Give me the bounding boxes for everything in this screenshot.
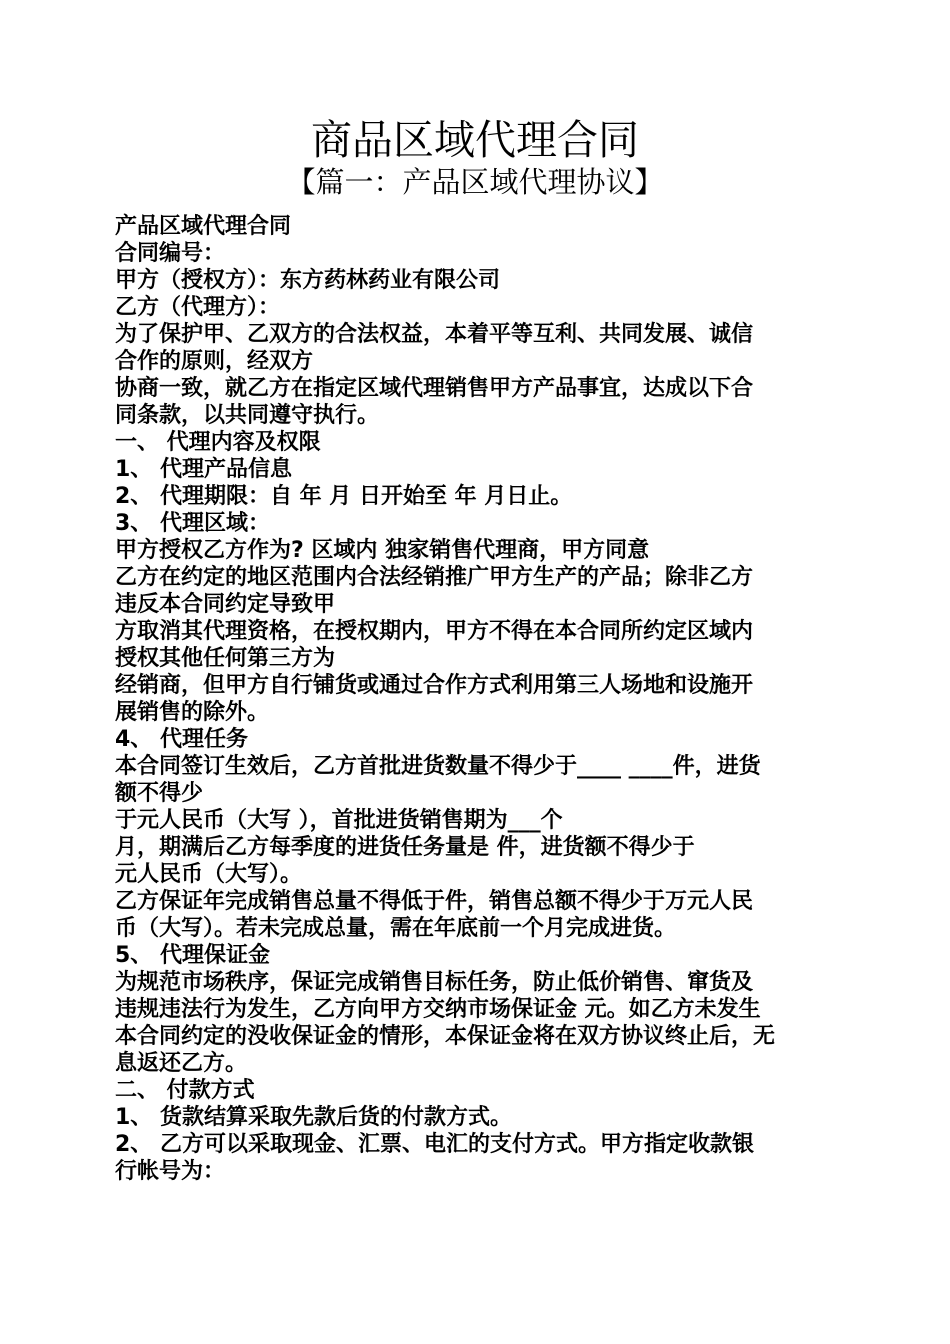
body-line: 元人民币（大写）。: [115, 862, 303, 887]
body-line: 5、 代理保证金: [115, 943, 270, 968]
body-line: 行帐号为：: [115, 1159, 226, 1184]
body-line: 月，期满后乙方每季度的进货任务量是 件，进货额不得少于: [115, 835, 695, 860]
body-line: 乙方（代理方）：: [115, 295, 281, 320]
body-line: 授权其他任何第三方为: [115, 646, 336, 671]
body-line: 甲方授权乙方作为? 区域内 独家销售代理商，甲方同意: [115, 538, 650, 563]
body-line: 3、 代理区域：: [115, 511, 270, 536]
body-line: 经销商，但甲方自行铺货或通过合作方式利用第三人场地和设施开: [115, 673, 754, 698]
document-body: [115, 213, 845, 1185]
body-line: 为规范市场秩序，保证完成销售目标任务，防止低价销售、窜货及: [115, 970, 754, 995]
body-line: 违规违法行为发生，乙方向甲方交纳市场保证金 元。如乙方未发生: [115, 997, 761, 1022]
body-line: 本合同约定的没收保证金的情形，本保证金将在双方协议终止后，无: [115, 1024, 776, 1049]
body-line: 币（大写）。若未完成总量，需在年底前一个月完成进货。: [115, 916, 677, 941]
body-line: 展销售的除外。: [115, 700, 270, 725]
body-line: 1、 货款结算采取先款后货的付款方式。: [115, 1105, 512, 1130]
section-heading: 一、 代理内容及权限: [115, 430, 321, 455]
body-line: 2、 代理期限：自 年 月 日开始至 年 月日止。: [115, 484, 573, 509]
document-title: 商品区域代理合同: [311, 116, 639, 164]
body-line: 合同编号：: [115, 241, 226, 266]
body-line: 于元人民币（大写 ），首批进货销售期为___个: [115, 808, 563, 833]
section-heading: 二、 付款方式: [115, 1078, 255, 1103]
body-line: 为了保护甲、乙双方的合法权益，本着平等互利、共同发展、诚信: [115, 322, 754, 347]
body-line: 2、 乙方可以采取现金、汇票、电汇的支付方式。甲方指定收款银: [115, 1132, 754, 1157]
body-line: 协商一致，就乙方在指定区域代理销售甲方产品事宜，达成以下合: [115, 376, 754, 401]
body-line: 产品区域代理合同: [115, 214, 292, 239]
body-line: 本合同签订生效后，乙方首批进货数量不得少于____ ____件，进货: [115, 754, 761, 779]
body-line: 同条款，以共同遵守执行。: [115, 403, 380, 428]
body-line: 1、 代理产品信息: [115, 457, 292, 482]
body-line: 额不得少: [115, 781, 204, 806]
body-line: 4、 代理任务: [115, 727, 248, 752]
body-line: 甲方（授权方）：东方药林药业有限公司: [115, 268, 501, 293]
body-line: 乙方在约定的地区范围内合法经销推广甲方生产的产品；除非乙方: [115, 565, 754, 590]
document-subtitle: 【篇一：产品区域代理协议】: [286, 165, 664, 199]
body-line: 息返还乙方。: [115, 1051, 248, 1076]
body-line: 乙方保证年完成销售总量不得低于件，销售总额不得少于万元人民: [115, 889, 754, 914]
body-line: 合作的原则，经双方: [115, 349, 314, 374]
body-line: 方取消其代理资格，在授权期内，甲方不得在本合同所约定区域内: [115, 619, 754, 644]
body-line: 违反本合同约定导致甲: [115, 592, 336, 617]
